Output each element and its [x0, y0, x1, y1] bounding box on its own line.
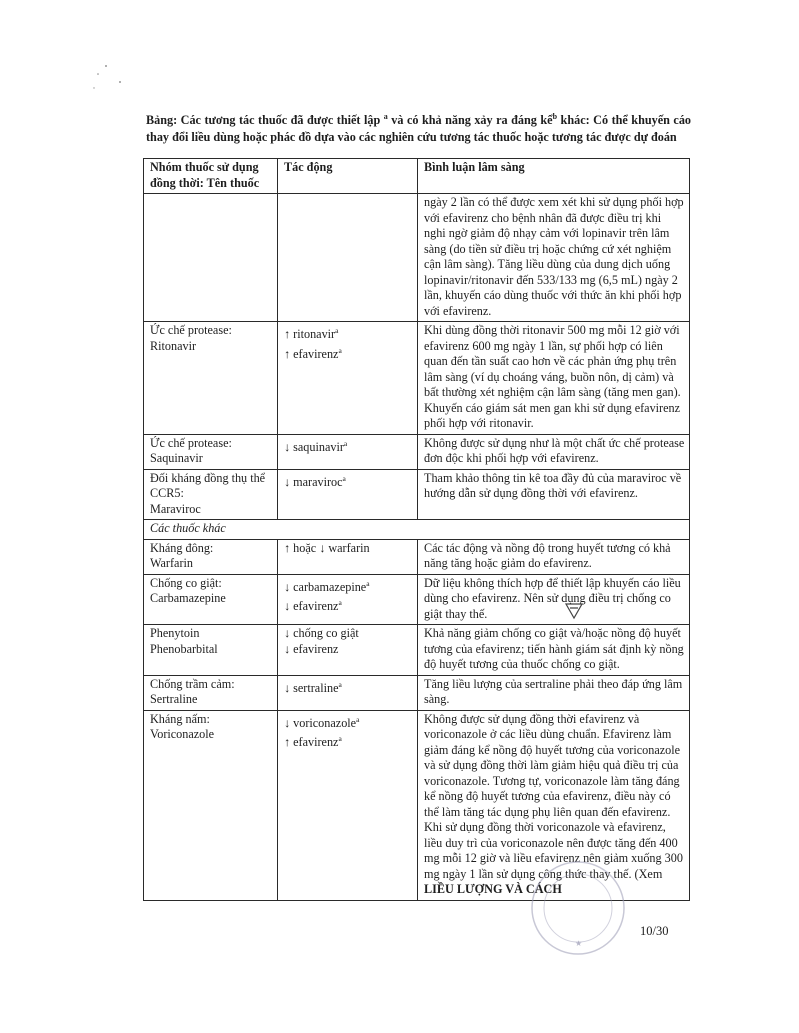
table-caption: Bảng: Các tương tác thuốc đã được thiết lập $^a$ và có khả năng xảy ra đáng kể$^b$ khác: Có thể khuyến cáo thay đổi liều dùng hoặc phác đồ dựa vào các nghiên cứu tương tác thuốc hoặc tương tác được dự đoán [146, 112, 692, 145]
clinical-comment-text: Tăng liều lượng của sertraline phải theo đáp ứng lâm sàng. [424, 676, 683, 706]
clinical-comment-text: ngày 2 lần có thể được xem xét khi sử dụng phối hợp với efavirenz cho bệnh nhân đã được điều trị khi nghi ngờ giảm độ nhạy cảm với lopinavir trên lâm sàng (do tiền sử điều trị hoặc chứng cứ xét nghiệm cận lâm sàng). Tăng liều dùng của dung dịch uống lopinavir/ritonavir đến 533/133 mg (6,5 mL) ngày 2 lần, khuyến cáo dùng thuốc với thức ăn khi phối hợp với efavirenz. [424, 195, 684, 318]
effect-text: ↓ saquinavir [284, 439, 344, 454]
effect-item [284, 712, 413, 732]
drug-group-cell [144, 625, 278, 676]
circular-stamp-seal [528, 858, 628, 958]
effect-cell [278, 710, 418, 900]
drug-group-cell [144, 194, 278, 322]
section-row [144, 520, 690, 540]
drug-group-cell [144, 322, 278, 435]
effect-text: ↓ efavirenz [284, 641, 339, 656]
table-row [144, 574, 690, 625]
table-header-row [144, 159, 690, 194]
clinical-comment-text: Dữ liệu không thích hợp để thiết lập khuyến cáo liều dùng cho efavirenz. Nên sử dụng điều trị chống co giật thay thế. [424, 575, 681, 621]
drug-name: Sertraline [150, 692, 198, 706]
effect-cell [278, 469, 418, 520]
drug-name: Warfarin [150, 556, 194, 570]
clinical-comment-cell [418, 322, 690, 435]
drug-group-label: Đối kháng đồng thụ thể CCR5: [150, 470, 266, 500]
drug-group-label: Chống trầm cảm: [150, 676, 235, 691]
clinical-comment-cell [418, 625, 690, 676]
effect-text: ↓ efavirenz [284, 599, 339, 614]
effect-item [284, 471, 413, 491]
effect-item [284, 595, 413, 615]
effect-footnote-marker: a [343, 438, 348, 448]
clinical-comment-cell [418, 194, 690, 322]
clinical-comment-text: Không được sử dụng như là một chất ức chế protease đơn độc khi phối hợp với efavirenz. [424, 435, 685, 465]
effect-text: ↑ efavirenz [284, 346, 339, 361]
effect-text: ↑ ritonavir [284, 327, 336, 342]
table-body-antiretroviral [144, 194, 690, 520]
effect-footnote-marker: a [335, 326, 339, 335]
drug-name: Ritonavir [150, 338, 197, 353]
effect-cell [278, 434, 418, 469]
page-number: 10/30 [640, 924, 669, 938]
header-drug-group: Nhóm thuốc sử dụng đồng thời: Tên thuốc [144, 159, 278, 194]
effect-text: ↑ efavirenz [284, 735, 339, 750]
effect-footnote-marker: a [342, 473, 346, 483]
effect-text: ↑ hoặc ↓ warfarin [284, 540, 370, 555]
table-row [144, 434, 690, 469]
clinical-comment-text: Khả năng giảm chống co giật và/hoặc nồng độ huyết tương của efavirenz; tiến hành giám sát định kỳ nồng độ huyết tương của thuốc chống co giật. [424, 626, 684, 671]
drug-name: Saquinavir [150, 451, 203, 465]
clinical-comment-crossref: LIỀU LƯỢNG VÀ CÁCH [424, 882, 562, 896]
clinical-comment-cell [418, 675, 690, 710]
effect-cell [278, 322, 418, 435]
clinical-comment-cell [418, 434, 690, 469]
effect-text: ↓ voriconazole [284, 715, 357, 730]
table-body-other-drugs [144, 539, 690, 900]
effect-footnote-marker: a [356, 714, 360, 724]
drug-group-cell [144, 710, 278, 900]
drug-group-label: Phenytoin [150, 626, 200, 640]
drug-name: Maraviroc [150, 501, 201, 516]
effect-text: ↓ carbamazepine [284, 579, 367, 594]
table-row [144, 322, 690, 435]
table-row [144, 194, 690, 322]
drug-group-label: Kháng nấm: [150, 711, 210, 726]
drug-group-cell [144, 469, 278, 520]
table-row [144, 675, 690, 710]
effect-footnote-marker: a [338, 345, 342, 355]
effect-footnote-marker: a [338, 598, 342, 608]
effect-text: ↓ maraviroc [284, 474, 343, 489]
effect-cell [278, 539, 418, 574]
drug-group-label: Chống co giật: [150, 575, 222, 590]
effect-text: ↓ chống co giật [284, 626, 359, 640]
effect-cell [278, 625, 418, 676]
effect-cell [278, 194, 418, 322]
effect-item [284, 626, 413, 642]
clinical-comment-text: Các tác động và nồng độ trong huyết tương có khả năng tăng hoặc giảm do efavirenz. [424, 540, 671, 570]
clinical-comment-cell [418, 539, 690, 574]
drug-group-cell [144, 539, 278, 574]
effect-item [284, 343, 413, 363]
clinical-comment-text: Không được sử dụng đồng thời efavirenz và voriconazole ở các liều dùng chuẩn. Efavirenz làm giảm đáng kể nồng độ huyết tương của voriconazole và sử dụng đồng thời làm giảm hiệu quả điều trị của voriconazole. Tương tự, voriconazole làm tăng đáng kể nồng độ huyết tương của efavirenz, điều này có thể làm tăng tác dụng phụ liên quan đến efavirenz. Khi sử dụng đồng thời voriconazole và efavirenz, liều duy trì của voriconazole nên được tăng đến 400 mg mỗi 12 giờ và liều efavirenz nên giảm xuống 300 mg ngày 1 lần sử dụng công thức thay thế. (Xem [424, 711, 683, 881]
clinical-comment-text: Tham khảo thông tin kê toa đầy đủ của maraviroc về hướng dẫn sử dụng đồng thời với efavirenz. [424, 470, 682, 500]
effect-item [284, 323, 413, 343]
effect-footnote-marker: a [338, 734, 342, 744]
effect-item [284, 731, 413, 751]
clinical-comment-text: Khi dùng đồng thời ritonavir 500 mg mỗi 12 giờ với efavirenz 600 mg ngày 1 lần, sự phối hợp có liên quan đến tần suất cao hơn về các phản ứng phụ trên lâm sàng (ví dụ choáng váng, buồn nôn, dị cảm) và bất thường xét nghiệm cận lâm sàng (tăng men gan). Khuyến cáo giám sát men gan khi sử dụng efavirenz phối hợp với ritonavir. [424, 323, 681, 430]
svg-text:★: ★ [575, 939, 583, 948]
effect-cell [278, 574, 418, 625]
clinical-comment-cell [418, 574, 690, 625]
drug-interaction-table [143, 158, 690, 901]
drug-group-label: Kháng đông: [150, 540, 214, 555]
drug-group-label: Ức chế protease: [150, 435, 232, 450]
effect-item [284, 642, 413, 658]
drug-name: Carbamazepine [150, 591, 226, 605]
clinical-comment-cell [418, 469, 690, 520]
drug-group-cell [144, 675, 278, 710]
table-row [144, 539, 690, 574]
effect-footnote-marker: a [366, 578, 370, 588]
effect-item [284, 677, 413, 697]
drug-group-label: Ức chế protease: [150, 323, 232, 337]
table-row [144, 625, 690, 676]
drug-group-cell [144, 574, 278, 625]
effect-item [284, 576, 413, 596]
header-clinical-comment: Bình luận lâm sàng [418, 159, 690, 194]
effect-item [284, 541, 413, 557]
drug-name: Phenobarbital [150, 641, 218, 656]
effect-cell [278, 675, 418, 710]
effect-text: ↓ sertraline [284, 680, 339, 695]
drug-name: Voriconazole [150, 727, 215, 741]
scan-speck-marks [90, 60, 130, 100]
drug-group-cell [144, 434, 278, 469]
header-effect: Tác động [278, 159, 418, 194]
table-row [144, 469, 690, 520]
effect-item [284, 436, 413, 456]
effect-footnote-marker: a [338, 679, 342, 689]
section-title: Các thuốc khác [144, 520, 690, 540]
handwritten-mark-icon [563, 600, 585, 622]
